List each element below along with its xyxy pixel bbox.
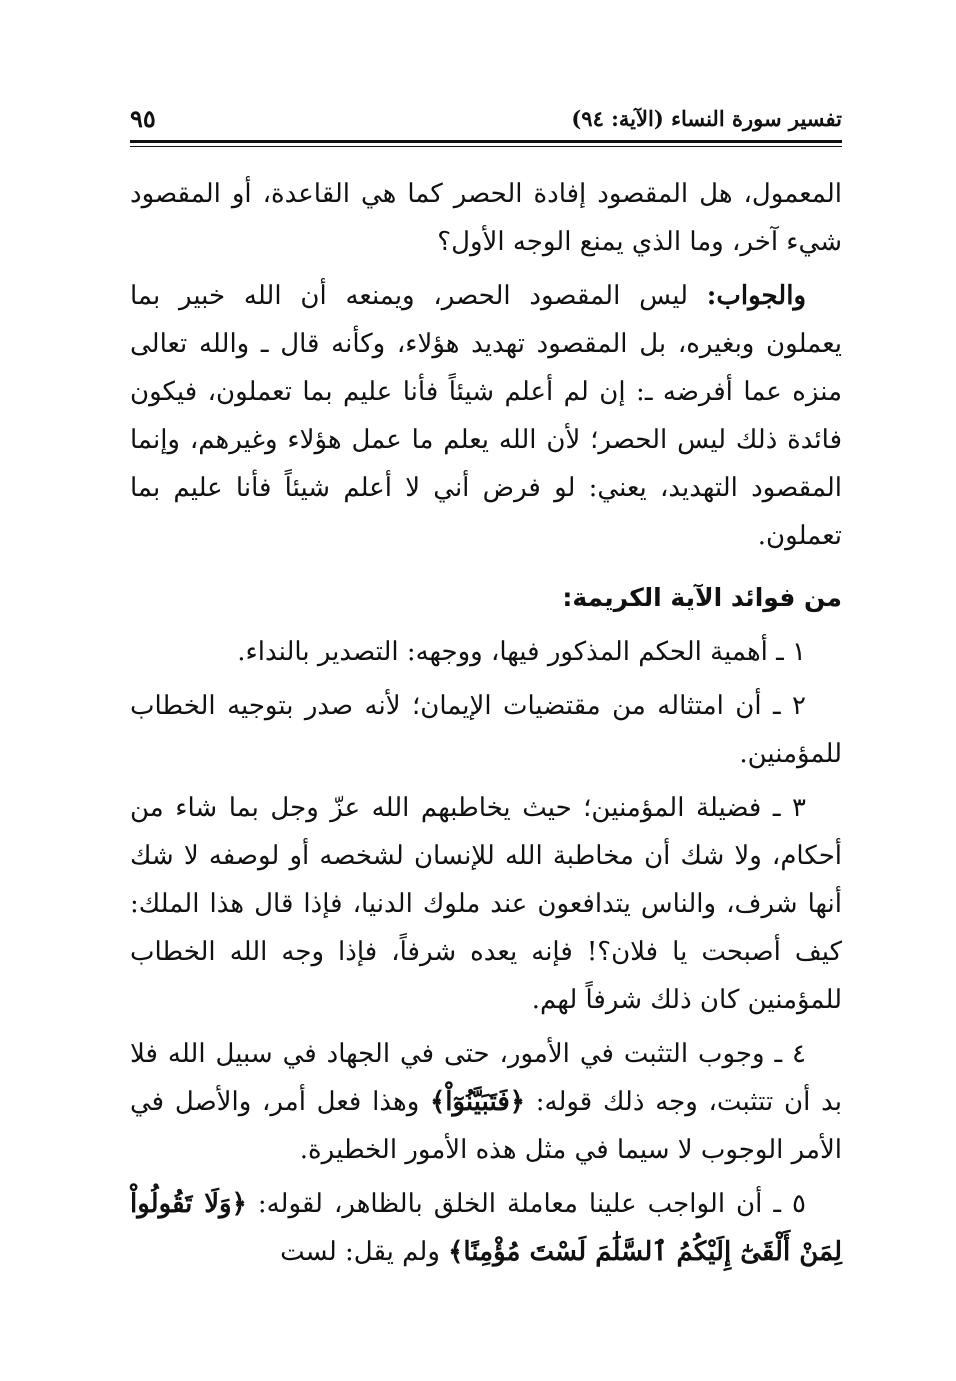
quran-quote-1: ﴿فَتَبَيَّنُوٓاْ﴾ [430, 1087, 525, 1117]
paragraph-answer [130, 272, 842, 560]
benefit-4-text-b: وهذا فعل أمر، والأصل في الأمر الوجوب لا سيما في مثل هذه الأمور الخطيرة. [130, 1087, 842, 1165]
benefit-5-text-a: ٥ ـ أن الواجب علينا معاملة الخلق بالظاهر، لقوله: [246, 1189, 806, 1219]
page-number: ٩٥ [130, 103, 156, 133]
header-rule-thin [130, 146, 842, 147]
benefit-4-text-a: ٤ ـ وجوب التثبت في الأمور، حتى في الجهاد في سبيل الله فلا بد أن تتثبت، وجه ذلك قوله: [130, 1039, 842, 1117]
page-header [130, 98, 842, 138]
page-body [130, 170, 842, 1282]
paragraph-question: المعمول، هل المقصود إفادة الحصر كما هي القاعدة، أو المقصود شيء آخر، وما الذي يمنع الوجه الأول؟ [130, 179, 842, 257]
section-heading: من فوائد الآية الكريمة: [562, 583, 842, 612]
benefit-5-text-b: ولم يقل: لست [280, 1237, 449, 1267]
running-title: تفسير سورة النساء (الآية: ٩٤) [571, 105, 842, 131]
answer-lead: والجواب: [706, 281, 806, 311]
benefit-4 [130, 1030, 842, 1174]
answer-text: ليس المقصود الحصر، ويمنعه أن الله خبير بما يعملون وبغيره، بل المقصود تهديد هؤلاء، وكأنه قال ـ والله تعالى منزه عما أفرضه ـ: إن لم أعلم شيئاً فأنا عليم بما تعملون، فيكون فائدة ذلك ليس الحصر؛ لأن الله يعلم ما عمل هؤلاء وغيرهم، وإنما المقصود التهديد، يعني: لو فرض أني لا أعلم شيئاً فأنا عليم بما تعملون. [130, 281, 842, 551]
benefit-5 [130, 1180, 842, 1276]
benefit-1: ١ ـ أهمية الحكم المذكور فيها، ووجهه: التصدير بالنداء. [237, 637, 806, 667]
benefit-2: ٢ ـ أن امتثاله من مقتضيات الإيمان؛ لأنه صدر بتوجيه الخطاب للمؤمنين. [130, 691, 842, 769]
quran-quote-2: ﴿وَلَا تَقُولُواْ لِمَنْ أَلْقَىٰٓ إِلَيْكُمُ ٱلسَّلَٰمَ لَسْتَ مُؤْمِنًا﴾ [130, 1189, 842, 1267]
header-rule-thick [130, 140, 842, 143]
benefit-3: ٣ ـ فضيلة المؤمنين؛ حيث يخاطبهم الله عزّ وجل بما شاء من أحكام، ولا شك أن مخاطبة الله للإنسان لشخصه أو لوصفه لا شك أنها شرف، والناس يتدافعون عند ملوك الدنيا، فإذا قال هذا الملك: كيف أصبحت يا فلان؟! فإنه يعده شرفاً، فإذا وجه الله الخطاب للمؤمنين كان ذلك شرفاً لهم. [130, 793, 842, 1015]
